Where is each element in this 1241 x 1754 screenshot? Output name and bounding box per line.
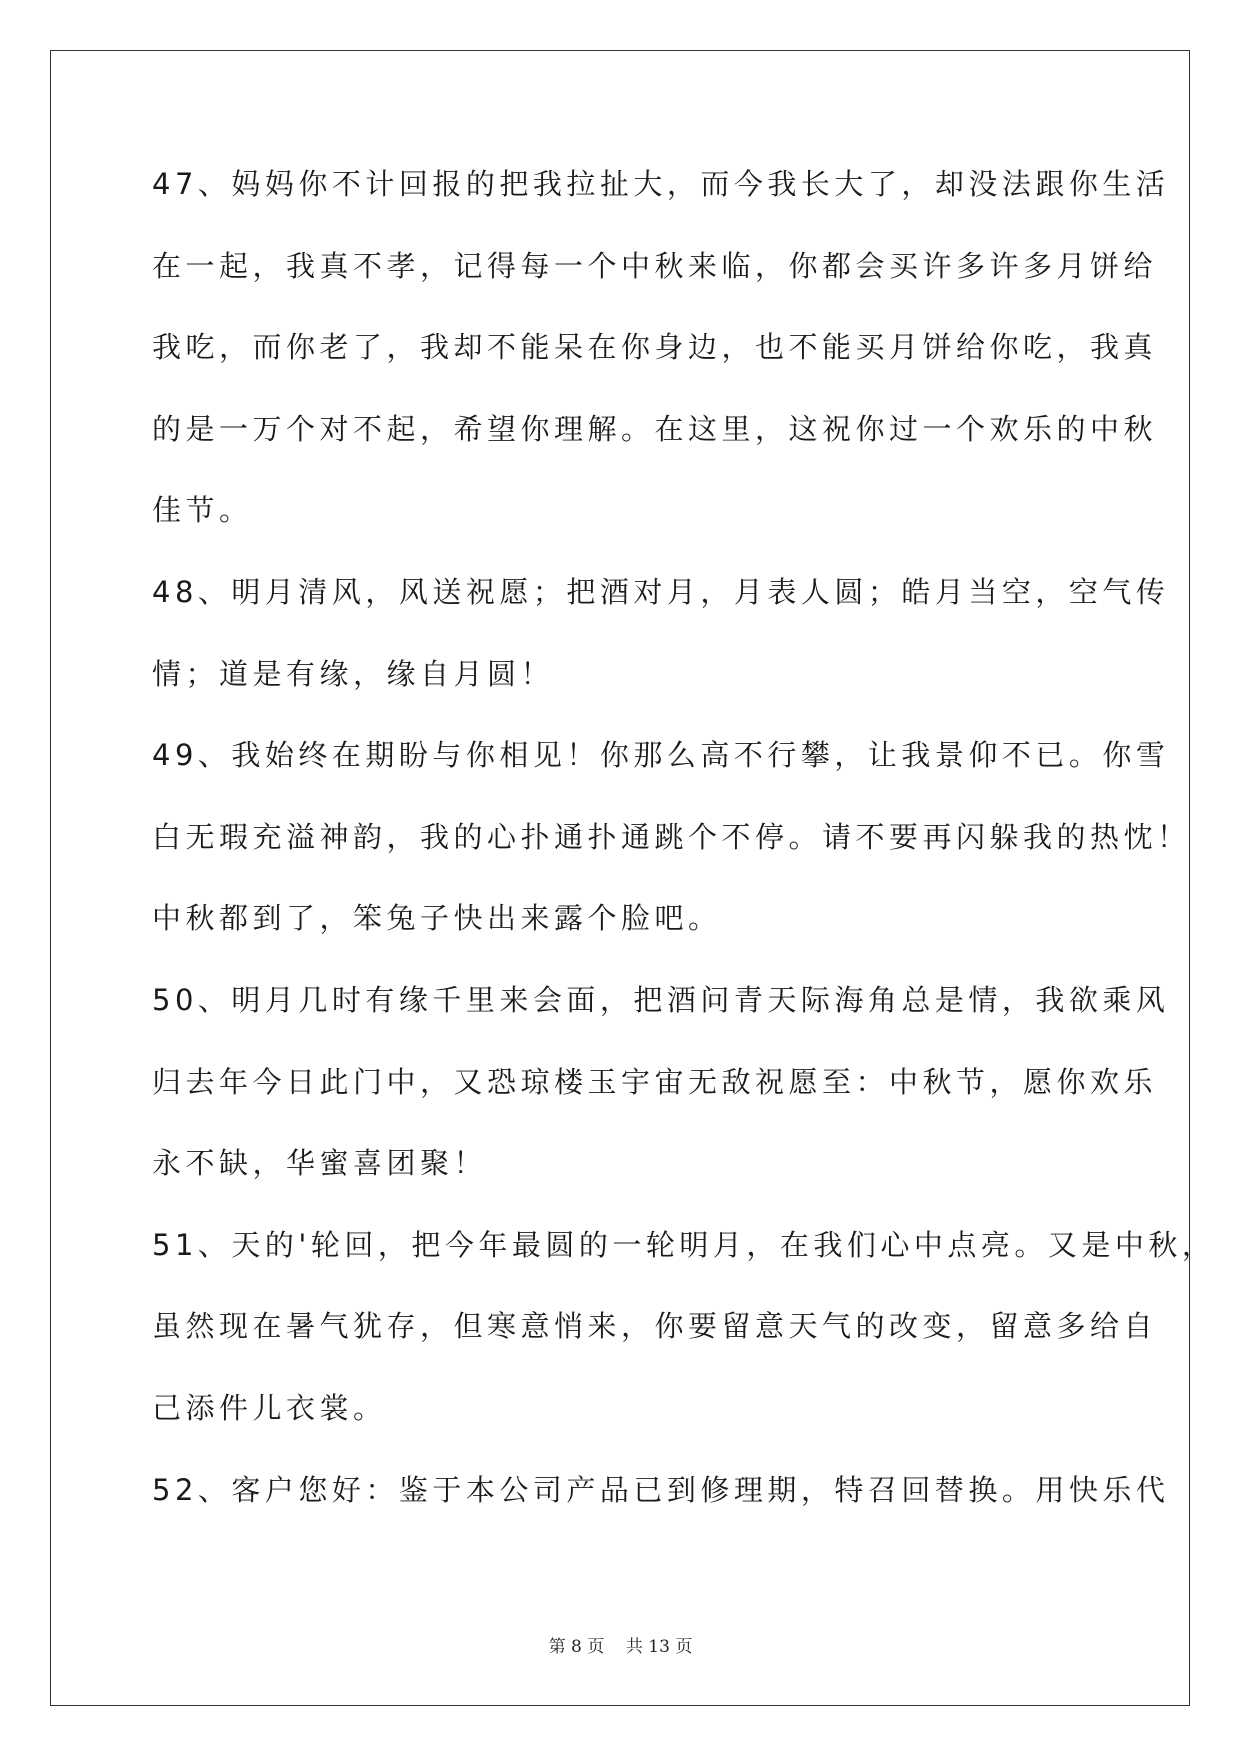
page-number-footer: 第 8 页 共 13 页 xyxy=(548,1637,693,1657)
text-line: 48、明月清风，风送祝愿；把酒对月，月表人圆；皓月当空，空气传 xyxy=(152,574,1170,609)
text-line: 的是一万个对不起，希望你理解。在这里，这祝你过一个欢乐的中秋 xyxy=(152,411,1158,446)
text-line: 归去年今日此门中，又恐琼楼玉宇宙无敌祝愿至：中秋节，愿你欢乐 xyxy=(152,1064,1158,1099)
text-line: 虽然现在暑气犹存，但寒意悄来，你要留意天气的改变，留意多给自 xyxy=(152,1309,1158,1344)
text-line: 47、妈妈你不计回报的把我拉扯大，而今我长大了，却没法跟你生活 xyxy=(152,167,1170,201)
text-line: 51、天的'轮回，把今年最圆的一轮明月，在我们心中点亮。又是中秋， xyxy=(152,1227,1216,1262)
text-line: 白无瑕充溢神韵，我的心扑通扑通跳个不停。请不要再闪躲我的热忱！ xyxy=(152,819,1191,854)
text-line: 52、客户您好：鉴于本公司产品已到修理期，特召回替换。用快乐代 xyxy=(152,1472,1170,1507)
document-body xyxy=(152,163,1216,1550)
text-line: 49、我始终在期盼与你相见！你那么高不行攀，让我景仰不已。你雪 xyxy=(152,738,1170,773)
text-line: 永不缺，华蜜喜团聚！ xyxy=(152,1146,488,1181)
text-line: 我吃，而你老了，我却不能呆在你身边，也不能买月饼给你吃，我真 xyxy=(152,330,1158,365)
text-line: 佳节。 xyxy=(152,493,253,528)
text-line: 50、明月几时有缘千里来会面，把酒问青天际海角总是情，我欲乘风 xyxy=(152,982,1170,1017)
text-line: 情；道是有缘，缘自月圆！ xyxy=(152,656,555,691)
text-line: 己添件儿衣裳。 xyxy=(152,1390,387,1425)
text-line: 中秋都到了，笨兔子快出来露个脸吧。 xyxy=(152,901,722,936)
text-line: 在一起，我真不孝，记得每一个中秋来临，你都会买许多许多月饼给 xyxy=(152,248,1158,283)
